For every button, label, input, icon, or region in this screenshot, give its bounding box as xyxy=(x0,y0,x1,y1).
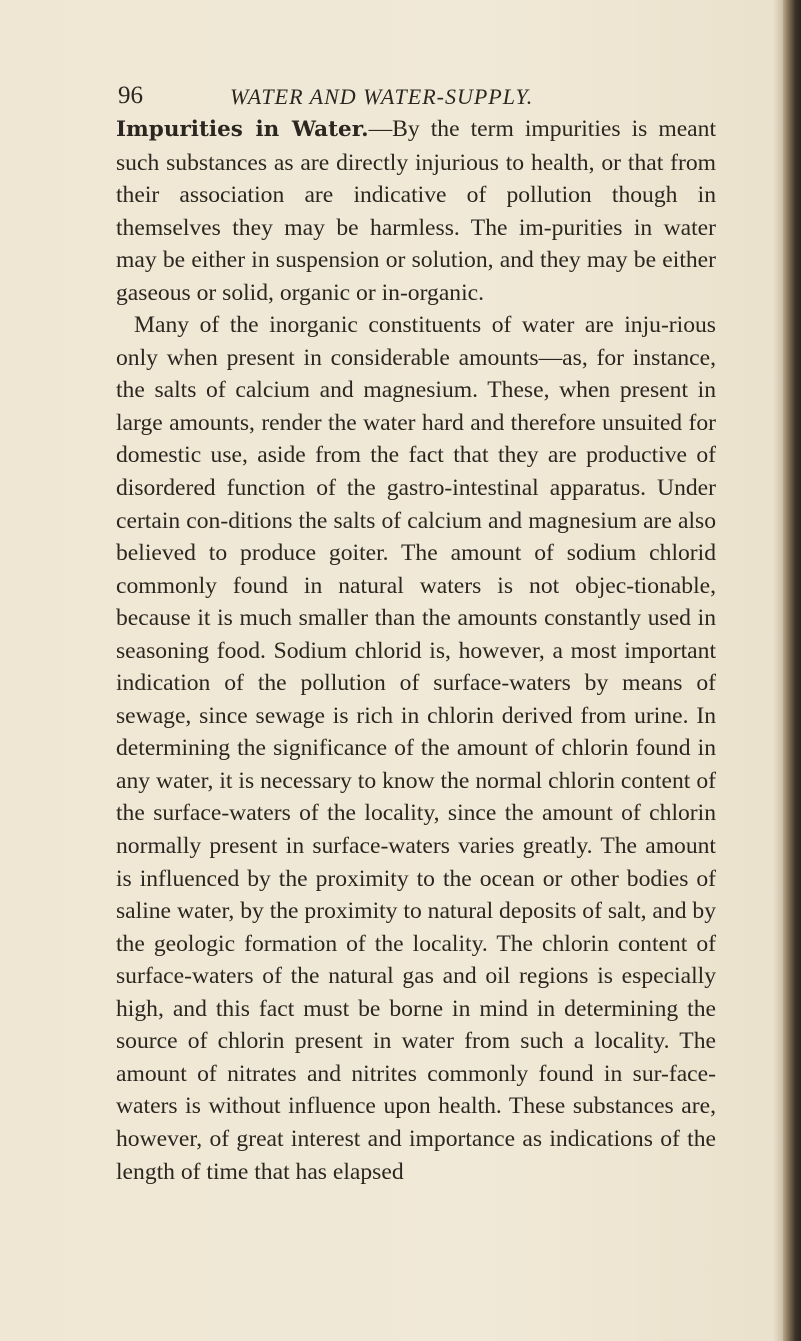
body-text xyxy=(116,113,716,1188)
page-binding-edge xyxy=(783,0,801,1341)
paragraph-1-text: —By the term impurities is meant such substances as are directly injurious to health, or that from their association are indicative of pollution though in themselves they may be harmless. The im-purities in water may be either in suspension or solution, and they may be either gaseous or solid, organic or in-organic. xyxy=(116,116,716,306)
paragraph-impurities-definition xyxy=(116,113,716,309)
running-head: WATER AND WATER-SUPPLY. xyxy=(230,84,534,109)
page-edge-shadow xyxy=(773,0,783,1341)
section-heading: Impurities in Water. xyxy=(116,117,369,142)
page-number: 96 xyxy=(118,82,143,109)
paragraph-inorganic-constituents: Many of the inorganic constituents of water are inju-rious only when present in considerable amounts—as, for instance, the salts of calcium and magnesium. These, when present in large amounts, render the water hard and therefore unsuited for domestic use, aside from the fact that they are productive of disordered function of the gastro-intestinal apparatus. Under certain con-ditions the salts of calcium and magnesium are also believed to produce goiter. The amount of sodium chlorid commonly found in natural waters is not objec-tionable, because it is much smaller than the amounts constantly used in seasoning food. Sodium chlorid is, however, a most important indication of the pollution of surface-waters by means of sewage, since sewage is rich in chlorin derived from urine. In determining the significance of the amount of chlorin found in any water, it is necessary to know the normal chlorin content of the surface-waters of the locality, since the amount of chlorin normally present in surface-waters varies greatly. The amount is influenced by the proximity to the ocean or other bodies of saline water, by the proximity to natural deposits of salt, and by the geologic formation of the locality. The chlorin content of surface-waters of the natural gas and oil regions is especially high, and this fact must be borne in mind in determining the source of chlorin present in water from such a locality. The amount of nitrates and nitrites commonly found in sur-face-waters is without influence upon health. These substances are, however, of great interest and importance as indications of the length of time that has elapsed xyxy=(116,312,716,1185)
